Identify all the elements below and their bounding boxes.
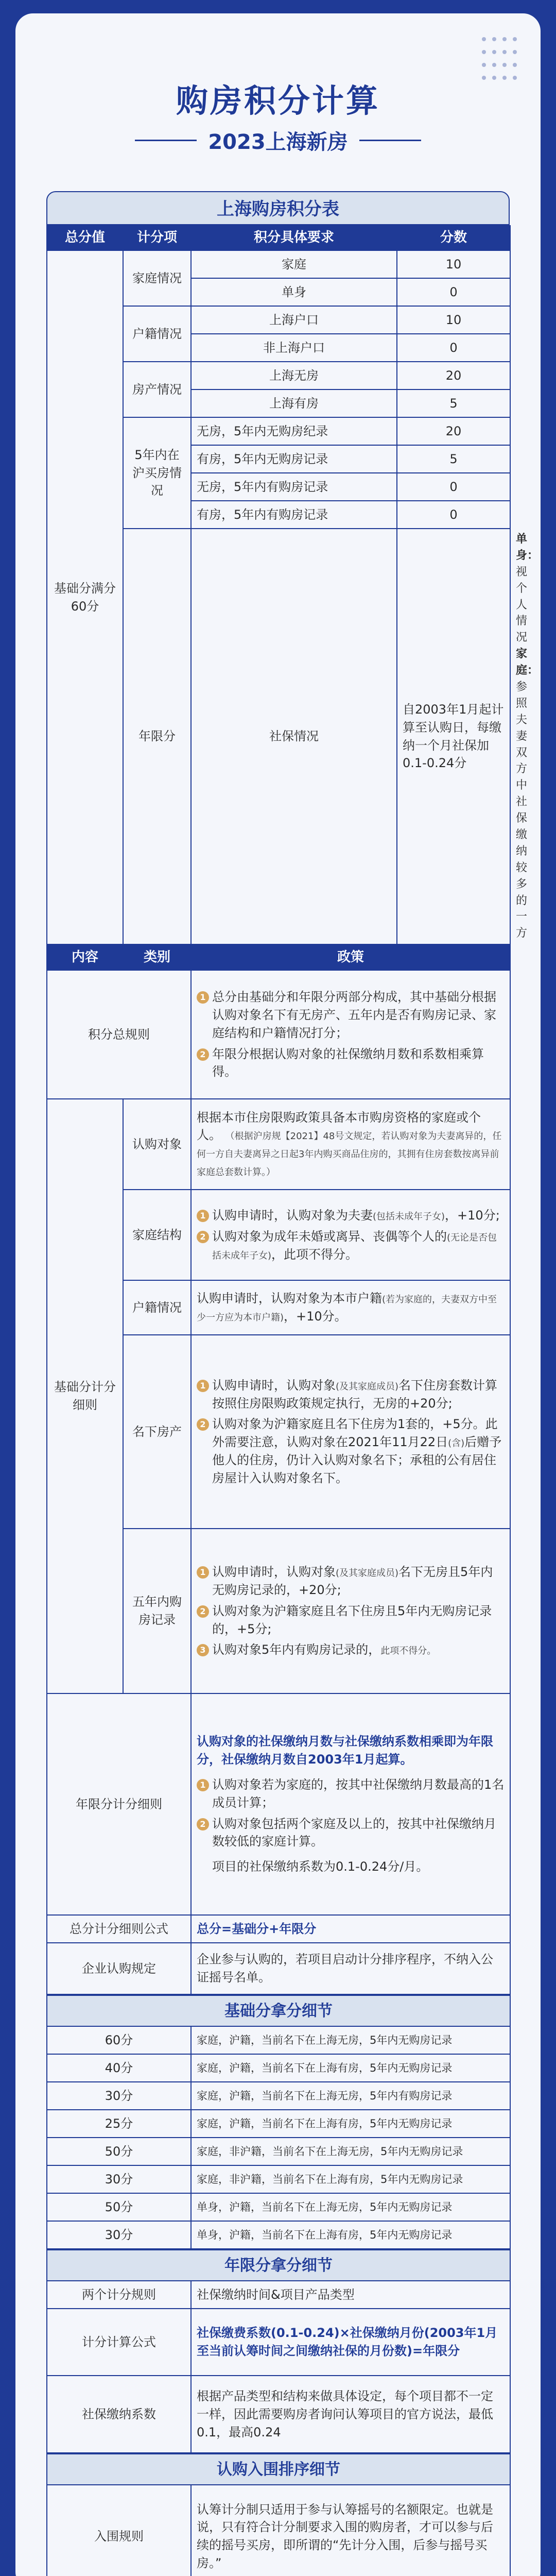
detail-cell: 单身，沪籍，当前名下在上海无房，5年内无购房记录 [191,2193,510,2221]
detail-cell: 家庭，沪籍，当前名下在上海有房，5年内无购房记录 [191,2054,510,2082]
score-cell: 0 [397,473,510,501]
family-cell [191,1190,510,1280]
requirement-cell: 上海户口 [191,306,397,334]
table-row [47,2193,510,2221]
year-breakdown-table [46,2249,511,2453]
item-text: 认购对象为沪籍家庭且名下住房为1套的，+5分。此外需要注意，认购对象在2021年11月22日 [212,1417,498,1450]
table-row [47,2485,510,2576]
year-detail-cell [191,1693,510,1915]
item-note: 此项不得分。 [380,1646,437,1657]
hero-banner [15,13,541,183]
score-cell: 0 [397,278,510,306]
base-breakdown-table [46,1995,511,2249]
year-label: 年限分 [123,529,191,944]
score-cell: 25分 [47,2110,191,2138]
number-badge-2: 2 [197,1418,209,1431]
header-cell: 积分具体要求 [191,226,397,250]
year-intro: 认购对象的社保缴纳月数与社保缴纳系数相乘即为年限分，社保缴纳月数自2003年1月起算。 [197,1734,493,1767]
table-row [47,2309,510,2376]
item-note: (包括未成年子女) [373,1211,445,1223]
item-tail: 后赠予他人的住房，仍计入认购对象名下；承租的公有居住房屋计入认购对象名下。 [212,1435,502,1485]
text-cell: 社保缴纳时间&项目产品类型 [191,2281,510,2309]
score-cell: 30分 [47,2221,191,2249]
score-table [46,225,539,945]
note-key: 单身： [516,533,539,562]
formula-text: 总分=基础分+年限分 [191,1915,510,1943]
label-cell: 两个计分规则 [47,2281,191,2309]
item-text: 认购对象5年内有购房记录的， [212,1642,381,1657]
table-row [47,2138,510,2165]
requirement-cell: 无房，5年内无购房纪录 [191,417,397,445]
divider-right [359,140,421,141]
list-item [197,1207,505,1225]
score-cell: 5 [397,445,510,473]
enterprise-text: 企业参与认购的，若项目启动计分排序程序，不纳入公证摇号名单。 [191,1943,510,1994]
number-badge-1: 1 [197,1779,209,1791]
page-subtitle: 2023上海新房 [208,130,348,154]
label-cell: 计分计算公式 [47,2309,191,2376]
table-row [47,1943,510,1994]
detail-cell: 家庭，非沪籍，当前名下在上海无房，5年内无购房记录 [191,2138,510,2165]
list-item [197,1641,505,1659]
table-row [47,2221,510,2249]
item-text: 认购对象包括两个家庭及以上的，按其中社保缴纳月数较低的家庭计算。 [212,1816,496,1849]
list-item [197,1045,505,1081]
item-tail: ，+10分; [445,1208,500,1223]
policy-table-header [47,945,510,970]
header-cell: 总分值 [47,226,123,250]
hukou-label: 户籍情况 [123,1280,191,1335]
table-row [47,2376,510,2453]
text-cell: 认筹计分制只适用于参与认筹摇号的名额限定。也就是说，只有符合计分制要求入围的购房者，才可以参与后续的摇号买房，即所谓的“先计分入围，后参与摇号买房。” [191,2485,510,2576]
base-detail-label: 基础分计分细则 [47,1099,123,1693]
social-requirement: 自2003年1月起计算至认购日，每缴纳一个月社保加0.1-0.24分 [397,529,510,944]
score-cell: 0 [397,501,510,529]
year-detail-label: 年限分计分细则 [47,1693,191,1915]
score-cell: 0 [397,334,510,362]
table-row [47,250,510,278]
list-item [197,1563,505,1599]
enterprise-label: 企业认购规定 [47,1943,191,1994]
requirement-cell: 上海有房 [191,389,397,417]
number-badge-1: 1 [197,1210,209,1222]
item-note: (含) [448,1438,465,1449]
buyer-label: 认购对象 [123,1099,191,1190]
detail-cell: 家庭，沪籍，当前名下在上海有房，5年内无购房记录 [191,2110,510,2138]
item-text: 认购申请时，认购对象为夫妻 [212,1208,373,1223]
social-label: 社保情况 [191,529,397,944]
order-table [46,2453,511,2576]
section-header [47,1995,510,2026]
score-cell: 50分 [47,2193,191,2221]
hukou-label: 户籍情况 [123,306,191,362]
number-badge-2: 2 [197,1818,209,1831]
family-label: 家庭结构 [123,1190,191,1280]
requirement-cell: 无房，5年内有购房记录 [191,473,397,501]
detail-cell: 家庭，非沪籍，当前名下在上海有房，5年内无购房记录 [191,2165,510,2193]
score-cell: 20 [397,362,510,389]
table-row [47,1915,510,1943]
overview-label: 积分总规则 [47,970,191,1099]
note-text: 参照夫妻双方中社保缴纳较多的一方 [516,681,528,940]
item-tail: ，此项不得分。 [271,1247,358,1262]
page-title: 购房积分计算 [176,82,380,120]
formula-label: 总分计分细则公式 [47,1915,191,1943]
table-row [47,2281,510,2309]
section-header [47,2250,510,2281]
item-text: 认购对象为沪籍家庭且名下住房且5年内无购房记录的，+5分; [212,1603,492,1636]
item-note: (及其家庭成员) [336,1381,399,1392]
divider-left [135,140,197,141]
score-cell: 30分 [47,2165,191,2193]
hukou-text: 认购申请时，认购对象为本市户籍 [197,1291,382,1306]
house-label: 房产情况 [123,362,191,417]
number-badge-2: 2 [197,1605,209,1618]
number-badge-2: 2 [197,1231,209,1243]
table-row [47,1693,510,1915]
item-text: 认购对象为成年未婚或离异、丧偶等个人的 [212,1229,447,1244]
list-item [197,988,505,1042]
family-label: 家庭情况 [123,250,191,306]
item-tail: 名下无房且5年内无购房记录的，+20分; [212,1565,493,1598]
detail-cell: 单身，沪籍，当前名下在上海有房，5年内无购房记录 [191,2221,510,2249]
number-badge-1: 1 [197,1566,209,1579]
detail-cell: 家庭，沪籍，当前名下在上海无房，5年内有购房记录 [191,2082,510,2110]
hukou-note: (若为家庭的，夫妻双方中至少一方应为本市户籍) [197,1294,497,1324]
list-item [197,1776,505,1812]
record-label: 5年内在沪买房情况 [123,417,191,529]
year-coefficient: 项目的社保缴纳系数为0.1-0.24分/月。 [212,1859,429,1874]
score-table-header [47,226,510,250]
header-cell: 政策 [191,945,510,970]
number-badge-1: 1 [197,991,209,1004]
record-cell [191,1529,510,1693]
number-badge-2: 2 [197,1048,209,1061]
requirement-cell: 家庭 [191,250,397,278]
base-score-label: 基础分满分60分 [47,250,123,944]
requirement-cell: 上海无房 [191,362,397,389]
house-label: 名下房产 [123,1335,191,1529]
hukou-cell [191,1280,510,1335]
buyer-cell [191,1099,510,1190]
score-cell: 60分 [47,2026,191,2054]
item-text: 年限分根据认购对象的社保缴纳月数和系数相乘算得。 [212,1046,484,1079]
section-title: 年限分拿分细节 [47,2250,510,2281]
score-cell: 10 [397,250,510,278]
table-row [47,970,510,1099]
buyer-note: （根据沪房规【2021】48号文规定，若认购对象为夫妻离异的，任何一方自夫妻离异之日起3年内购买商品住房的，其拥有住房套数按离异前家庭总套数计算。） [197,1131,502,1178]
subtitle-row [15,126,541,155]
item-text: 总分由基础分和年限分两部分构成，其中基础分根据认购对象名下有无房产、五年内是否有购房记录、家庭结构和户籍情况打分； [212,990,496,1040]
label-cell: 社保缴纳系数 [47,2376,191,2453]
item-text: 认购对象若为家庭的，按其中社保缴纳月数最高的1名成员计算； [212,1777,505,1810]
header-cell: 计分项 [123,226,191,250]
table-row [47,2110,510,2138]
item-note: (无论是否包括未成年子女) [212,1232,497,1261]
table-row [47,1099,510,1190]
requirement-cell: 单身 [191,278,397,306]
section-title: 认购入围排序细节 [47,2454,510,2485]
buyer-text: 根据本市住房限购政策具备本市购房资格的家庭或个人。 [197,1110,481,1143]
text-cell: 根据产品类型和结构来做具体设定，每个项目都不一定一样，因此需要购房者询问认筹项目的官方说法，最低0.1，最高0.24 [191,2376,510,2453]
detail-cell: 家庭，沪籍，当前名下在上海无房，5年内无购房记录 [191,2026,510,2054]
section-header [47,2454,510,2485]
header-cell: 类别 [123,945,191,970]
table-row [47,2082,510,2110]
item-tail: 名下住房套数计算按照住房限购政策规定执行，无房的+20分; [212,1378,498,1411]
item-note: (及其家庭成员) [336,1568,399,1579]
note-key: 家庭： [516,648,539,677]
content [46,191,539,2576]
poster [15,13,541,2576]
score-cell: 10 [397,306,510,334]
record-label: 五年内购房记录 [123,1529,191,1693]
requirement-cell: 非上海户口 [191,334,397,362]
table-row [47,2026,510,2054]
policy-table [46,945,511,1995]
list-item [197,1815,505,1851]
hukou-tail: ，+10分。 [284,1309,347,1324]
table-row [47,2054,510,2082]
section-title: 基础分拿分细节 [47,1995,510,2026]
number-badge-3: 3 [197,1644,209,1656]
table-row [47,2165,510,2193]
number-badge-1: 1 [197,1380,209,1392]
list-item [197,1415,505,1487]
score-cell: 50分 [47,2138,191,2165]
list-item [197,1228,505,1264]
item-text: 认购申请时，认购对象 [212,1378,336,1393]
text-cell: 社保缴费系数(0.1-0.24)×社保缴纳月份(2003年1月至当前认筹时间之间缴纳社保的月份数)=年限分 [191,2309,510,2376]
requirement-cell: 有房，5年内无购房记录 [191,445,397,473]
label-cell: 入围规则 [47,2485,191,2576]
overview-cell [191,970,510,1099]
score-cell: 40分 [47,2054,191,2082]
score-cell: 30分 [47,2082,191,2110]
list-item [197,1602,505,1638]
note-text: 视个人情况 [516,565,528,645]
score-table-caption: 上海购房积分表 [46,191,510,225]
score-cell: 5 [397,389,510,417]
requirement-cell: 有房，5年内有购房记录 [191,501,397,529]
house-cell [191,1335,510,1529]
score-cell: 20 [397,417,510,445]
header-cell: 分数 [397,226,510,250]
header-cell: 内容 [47,945,123,970]
item-text: 认购申请时，认购对象 [212,1565,336,1580]
list-item [197,1377,505,1413]
